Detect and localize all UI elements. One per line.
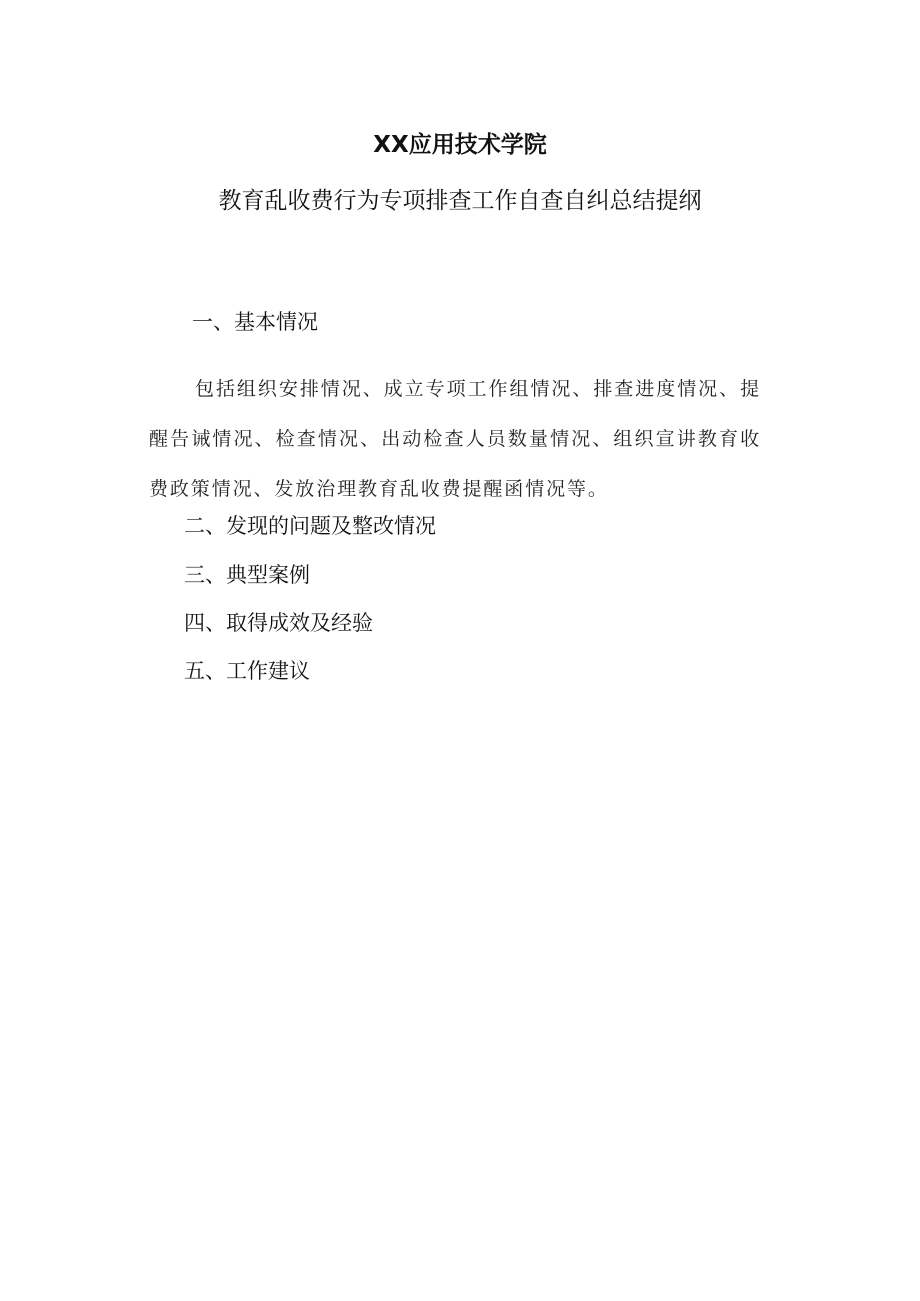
- section-heading-typical-cases: 三、典型案例: [184, 563, 310, 587]
- section-heading-work-suggestions: 五、工作建议: [184, 659, 310, 683]
- section-heading-results-experience: 四、取得成效及经验: [184, 611, 373, 635]
- section-heading-problems-rectification: 二、发现的问题及整改情况: [184, 514, 436, 538]
- section-body-basic-situation: 包括组织安排情况、成立专项工作组情况、排查进度情况、提醒告诫情况、检查情况、出动检查人员数量情况、组织宣讲教育收费政策情况、发放治理教育乱收费提醒函情况等。: [149, 378, 761, 500]
- section-heading-basic-situation: 一、基本情况: [192, 310, 318, 334]
- document-subtitle: 教育乱收费行为专项排查工作自查自纠总结提纲: [218, 188, 702, 214]
- document-title: XX应用技术学院: [373, 132, 547, 158]
